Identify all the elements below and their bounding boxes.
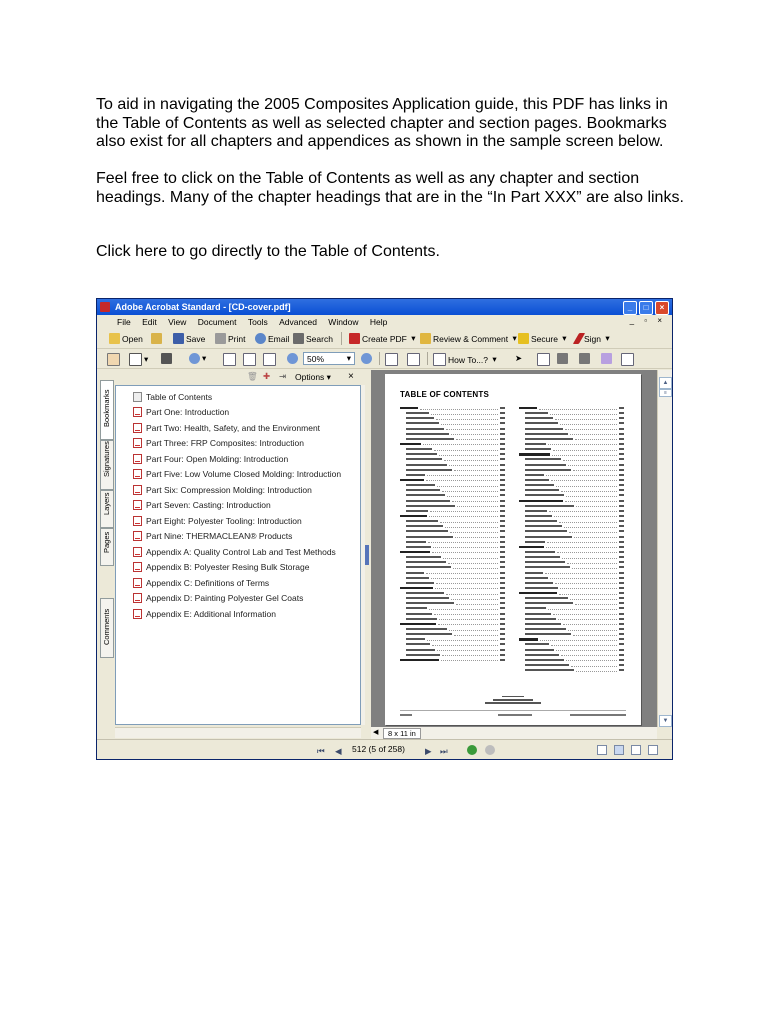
tab-bookmarks[interactable]: Bookmarks <box>100 380 114 440</box>
bookmark-item[interactable]: Part One: Introduction <box>133 406 229 419</box>
expand-bookmark-icon[interactable]: ⇥ <box>279 371 287 381</box>
email-icon <box>255 333 266 344</box>
next-view-icon[interactable] <box>485 745 495 755</box>
acrobat-screenshot <box>96 298 673 760</box>
menu-document[interactable]: Document <box>197 317 237 327</box>
toc-line <box>519 411 624 415</box>
toc-line <box>519 432 624 436</box>
sign-button[interactable]: Sign ▾ <box>576 333 610 344</box>
snapshot-button[interactable] <box>161 353 172 364</box>
link-tool-button[interactable] <box>579 353 590 364</box>
bookmark-item[interactable]: Appendix D: Painting Polyester Gel Coats <box>133 592 303 605</box>
maximize-button[interactable]: □ <box>639 301 653 315</box>
title-bar <box>97 299 672 315</box>
menu-advanced[interactable]: Advanced <box>279 317 317 327</box>
toc-line <box>400 524 505 528</box>
toc-line <box>400 473 505 477</box>
toc-line <box>400 612 505 616</box>
bookmark-item[interactable]: Part Six: Compression Molding: Introduction <box>133 483 312 496</box>
toc-line <box>400 411 505 415</box>
tab-comments[interactable]: Comments <box>100 598 114 658</box>
crop-icon <box>557 353 568 364</box>
toc-line <box>400 535 505 539</box>
camera-icon <box>161 353 172 364</box>
folder-icon <box>109 333 120 344</box>
bookmark-item[interactable]: Part Nine: THERMACLEAN® Products <box>133 530 292 543</box>
last-page-icon[interactable]: ⏭ <box>440 746 448 756</box>
toc-link[interactable]: Click here to go directly to the Table of Contents. <box>96 243 440 260</box>
toc-line <box>400 606 505 610</box>
dropdown-arrow-icon: ▾ <box>510 333 517 343</box>
article-icon <box>601 353 612 364</box>
article-tool-button[interactable] <box>601 353 612 364</box>
tab-signatures[interactable]: Signatures <box>100 440 114 490</box>
search-button[interactable]: Search <box>293 333 333 344</box>
magnifier-icon <box>189 353 200 364</box>
pdf-icon <box>133 531 142 541</box>
pdf-page <box>385 374 641 725</box>
pdf-icon <box>133 609 142 619</box>
dropdown-arrow-icon: ▾ <box>559 333 567 343</box>
toc-line <box>400 565 505 569</box>
toc-line <box>400 457 505 461</box>
pdf-icon <box>133 485 142 495</box>
page-size-indicator: 8 x 11 in <box>383 728 421 739</box>
toc-line <box>519 483 624 487</box>
zoom-out-icon <box>287 353 298 364</box>
help-book-icon <box>433 353 446 366</box>
next-page-icon[interactable]: ▶ <box>425 746 432 756</box>
toc-line <box>400 653 505 657</box>
continuous-facing-layout-icon[interactable] <box>648 745 658 755</box>
toc-line <box>400 622 505 626</box>
toc-line <box>519 606 624 610</box>
page-footer <box>400 710 626 711</box>
save-button[interactable]: Save <box>173 333 205 344</box>
toc-line <box>400 427 505 431</box>
zoom-plus-button[interactable] <box>361 353 372 364</box>
fit-page-icon <box>243 353 256 366</box>
toc-line <box>400 632 505 636</box>
toc-line <box>400 406 505 410</box>
organizer-button[interactable] <box>151 333 162 344</box>
toc-line <box>519 601 624 605</box>
document-horizontal-scrollbar[interactable] <box>371 727 657 739</box>
document-icon <box>133 392 142 402</box>
dropdown-arrow-icon: ▾ <box>603 333 610 343</box>
toc-line <box>519 514 624 518</box>
tab-layers[interactable]: Layers <box>100 490 114 528</box>
review-comment-button[interactable]: Review & Comment ▾ <box>420 333 517 344</box>
toc-line <box>519 442 624 446</box>
close-panel-icon[interactable]: × <box>348 371 354 382</box>
toc-column-right <box>519 406 624 673</box>
toc-line <box>400 617 505 621</box>
toc-line <box>400 509 505 513</box>
toc-line <box>400 504 505 508</box>
toc-line <box>400 586 505 590</box>
toc-line <box>519 576 624 580</box>
toc-line <box>519 658 624 662</box>
toc-line <box>400 488 505 492</box>
rotate-ccw-icon <box>407 353 420 366</box>
toc-line <box>519 493 624 497</box>
toc-line <box>519 406 624 410</box>
toc-line <box>400 581 505 585</box>
bookmark-item[interactable]: Part Four: Open Molding: Introduction <box>133 452 288 465</box>
hand-tool-button[interactable] <box>107 353 120 366</box>
bookmarks-panel-header <box>115 370 365 384</box>
bookmark-item[interactable]: Appendix B: Polyester Resing Bulk Storage <box>133 561 309 574</box>
arrow-cursor-icon: ➤ <box>515 353 523 363</box>
single-page-layout-icon[interactable] <box>597 745 607 755</box>
toc-line <box>400 550 505 554</box>
toc-line <box>519 509 624 513</box>
dropdown-arrow-icon: ▾ <box>144 354 149 364</box>
pdf-icon <box>133 578 142 588</box>
toc-line <box>519 427 624 431</box>
toc-line <box>519 627 624 631</box>
pdf-icon <box>133 500 142 510</box>
actual-size-button[interactable] <box>223 353 236 366</box>
tab-pages[interactable]: Pages <box>100 528 114 566</box>
toc-line <box>400 627 505 631</box>
select-tool-button[interactable] <box>537 353 550 366</box>
toc-line <box>519 468 624 472</box>
toc-line <box>519 421 624 425</box>
bookmark-item[interactable]: Appendix A: Quality Control Lab and Test Methods <box>133 545 336 558</box>
zoom-plus-icon <box>361 353 372 364</box>
first-page-icon[interactable]: ⏮ <box>317 746 325 756</box>
bookmark-item[interactable]: Part Eight: Polyester Tooling: Introduction <box>133 514 302 527</box>
toc-line <box>519 416 624 420</box>
bookmark-horizontal-scrollbar[interactable] <box>115 727 361 738</box>
toc-line <box>400 483 505 487</box>
toc-line <box>400 421 505 425</box>
toc-line <box>400 642 505 646</box>
pdf-icon <box>133 423 142 433</box>
previous-view-icon[interactable] <box>467 745 477 755</box>
toc-line <box>400 432 505 436</box>
delete-icon[interactable]: 🗑 <box>247 371 258 381</box>
select-tool-icon <box>537 353 550 366</box>
toc-line <box>400 596 505 600</box>
toc-line <box>400 545 505 549</box>
review-icon <box>420 333 431 344</box>
toc-line <box>400 571 505 575</box>
pdf-icon <box>133 547 142 557</box>
toc-line <box>519 447 624 451</box>
toolbar-view <box>97 349 672 369</box>
toc-line <box>400 576 505 580</box>
previous-page-icon[interactable]: ◀ <box>335 746 342 756</box>
acrobat-icon <box>100 302 110 312</box>
toc-line <box>519 463 624 467</box>
dropdown-arrow-icon: ▾ <box>490 354 497 364</box>
zoom-level-select[interactable]: 50% ▾ <box>303 352 355 365</box>
intro-paragraph-1: To aid in navigating the 2005 Composites Application guide, this PDF has links in the Table of Contents as well as selected chapter and section pages. Bookmarks also exist for all chapters and appendices as shown in the sample screen below. <box>96 96 668 150</box>
select-object-button[interactable] <box>515 353 522 364</box>
page-cover-note <box>485 694 541 706</box>
menu-edit[interactable]: Edit <box>142 317 157 327</box>
toc-line <box>519 617 624 621</box>
how-to-button[interactable]: How To...? ▾ <box>433 353 497 366</box>
menu-file[interactable]: File <box>117 317 131 327</box>
printer-icon <box>215 333 226 344</box>
toc-line <box>519 452 624 456</box>
text-select-icon <box>129 353 142 366</box>
organizer-icon <box>151 333 162 344</box>
toc-line <box>519 540 624 544</box>
open-button[interactable]: Open <box>109 333 143 344</box>
menu-view[interactable]: View <box>168 317 187 327</box>
toc-line <box>519 529 624 533</box>
toc-line <box>519 642 624 646</box>
binoculars-icon <box>293 333 304 344</box>
pdf-icon <box>133 593 142 603</box>
document-pane <box>371 370 657 727</box>
toc-line <box>400 658 505 662</box>
document-scrollbar[interactable] <box>657 370 672 727</box>
toc-line <box>519 668 624 672</box>
continuous-layout-icon[interactable] <box>614 745 624 755</box>
pdf-icon <box>133 454 142 464</box>
toc-line <box>400 493 505 497</box>
create-pdf-icon <box>349 333 360 344</box>
toc-line <box>400 591 505 595</box>
dropdown-arrow-icon: ▾ <box>202 353 207 363</box>
bookmark-item[interactable]: Table of Contents <box>133 390 212 403</box>
toc-line <box>519 637 624 641</box>
toc-line <box>519 571 624 575</box>
disk-icon <box>173 333 184 344</box>
fit-width-button[interactable] <box>263 353 276 366</box>
toc-line <box>519 519 624 523</box>
lock-icon <box>518 333 529 344</box>
rotate-button[interactable] <box>385 353 398 366</box>
toc-line <box>519 478 624 482</box>
secure-button[interactable]: Secure ▾ <box>518 333 567 344</box>
toc-line <box>519 457 624 461</box>
touchup-icon <box>621 353 634 366</box>
toc-line <box>400 442 505 446</box>
close-button[interactable]: × <box>655 301 669 315</box>
toc-line <box>400 540 505 544</box>
navigation-tabs <box>97 370 115 739</box>
new-bookmark-icon[interactable]: ✚ <box>263 371 271 381</box>
window-title: Adobe Acrobat Standard - [CD-cover.pdf] <box>115 302 291 312</box>
toc-line <box>519 612 624 616</box>
pdf-icon <box>133 469 142 479</box>
email-button[interactable]: Email <box>255 333 289 344</box>
toc-line <box>400 555 505 559</box>
document-window-controls[interactable]: _ ▫ × <box>629 316 666 325</box>
toc-line <box>519 437 624 441</box>
toc-line <box>400 478 505 482</box>
hand-icon <box>107 353 120 366</box>
scroll-thumb[interactable]: ≡ <box>659 389 672 397</box>
toc-line <box>400 463 505 467</box>
intro-paragraph-2: Feel free to click on the Table of Contents as well as any chapter and section headings. Many of the chapter headings that are in the “In Part XXX” are also links. <box>96 170 684 206</box>
toc-line <box>400 519 505 523</box>
toc-line <box>519 632 624 636</box>
bookmark-item[interactable]: Appendix C: Definitions of Terms <box>133 576 269 589</box>
toc-line <box>519 473 624 477</box>
toc-line <box>519 591 624 595</box>
toc-line <box>519 524 624 528</box>
toc-line <box>519 545 624 549</box>
toc-column-left <box>400 406 505 663</box>
rotate-icon <box>385 353 398 366</box>
bookmark-list <box>115 385 361 725</box>
bookmark-item[interactable]: Appendix E: Additional Information <box>133 607 276 620</box>
status-bar <box>97 739 672 760</box>
toc-line <box>400 529 505 533</box>
toc-line <box>519 581 624 585</box>
select-text-button[interactable] <box>129 353 148 366</box>
menu-bar <box>97 315 672 328</box>
bookmark-item[interactable]: Part Three: FRP Composites: Introduction <box>133 437 304 450</box>
options-menu[interactable]: Options ▾ <box>295 372 331 382</box>
pdf-icon <box>133 516 142 526</box>
scroll-left-icon[interactable]: ◀ <box>373 729 379 736</box>
toc-line <box>519 622 624 626</box>
print-button[interactable]: Print <box>215 333 245 344</box>
dropdown-arrow-icon: ▾ <box>346 353 351 363</box>
toc-line <box>400 648 505 652</box>
toc-line <box>519 653 624 657</box>
scroll-up-icon[interactable]: ▲ <box>659 377 672 389</box>
page-icon <box>223 353 236 366</box>
pdf-icon <box>133 438 142 448</box>
toc-line <box>400 601 505 605</box>
toolbar-file <box>97 329 672 349</box>
page-number-field[interactable]: 512 (5 of 258) <box>352 744 405 754</box>
crop-button[interactable] <box>557 353 568 364</box>
toc-line <box>400 637 505 641</box>
toc-line <box>400 468 505 472</box>
toc-line <box>519 535 624 539</box>
toc-line <box>400 514 505 518</box>
toc-line <box>519 648 624 652</box>
dropdown-arrow-icon: ▾ <box>408 333 416 343</box>
link-icon <box>579 353 590 364</box>
zoom-out-button[interactable] <box>287 353 298 364</box>
pdf-icon <box>133 562 142 572</box>
create-pdf-button[interactable]: Create PDF ▾ <box>349 333 416 344</box>
facing-layout-icon[interactable] <box>631 745 641 755</box>
bookmark-item[interactable]: Part Seven: Casting: Introduction <box>133 499 271 512</box>
fit-page-button[interactable] <box>243 353 256 366</box>
menu-help[interactable]: Help <box>369 317 388 327</box>
toc-line <box>400 416 505 420</box>
toc-line <box>400 437 505 441</box>
page-heading: TABLE OF CONTENTS <box>400 390 490 399</box>
toc-line <box>400 447 505 451</box>
fit-width-icon <box>263 353 276 366</box>
menu-window[interactable]: Window <box>328 317 359 327</box>
toc-line <box>519 504 624 508</box>
toc-line <box>519 663 624 667</box>
minimize-button[interactable]: _ <box>623 301 637 315</box>
toc-line <box>519 555 624 559</box>
scroll-down-icon[interactable]: ▼ <box>659 715 672 727</box>
touchup-tool-button[interactable] <box>621 353 634 366</box>
toc-line <box>519 586 624 590</box>
toc-line <box>519 488 624 492</box>
toc-line <box>519 550 624 554</box>
toc-line <box>400 452 505 456</box>
pdf-icon <box>133 407 142 417</box>
toc-line <box>400 499 505 503</box>
toc-line <box>519 499 624 503</box>
zoom-in-button[interactable] <box>189 353 206 364</box>
toc-line <box>400 560 505 564</box>
toc-line <box>519 596 624 600</box>
bookmark-item[interactable]: Part Five: Low Volume Closed Molding: Introduction <box>133 468 341 481</box>
rotate-ccw-button[interactable] <box>407 353 420 366</box>
toc-line <box>519 565 624 569</box>
menu-tools[interactable]: Tools <box>247 317 268 327</box>
bookmark-item[interactable]: Part Two: Health, Safety, and the Environment <box>133 421 320 434</box>
toc-line <box>519 560 624 564</box>
